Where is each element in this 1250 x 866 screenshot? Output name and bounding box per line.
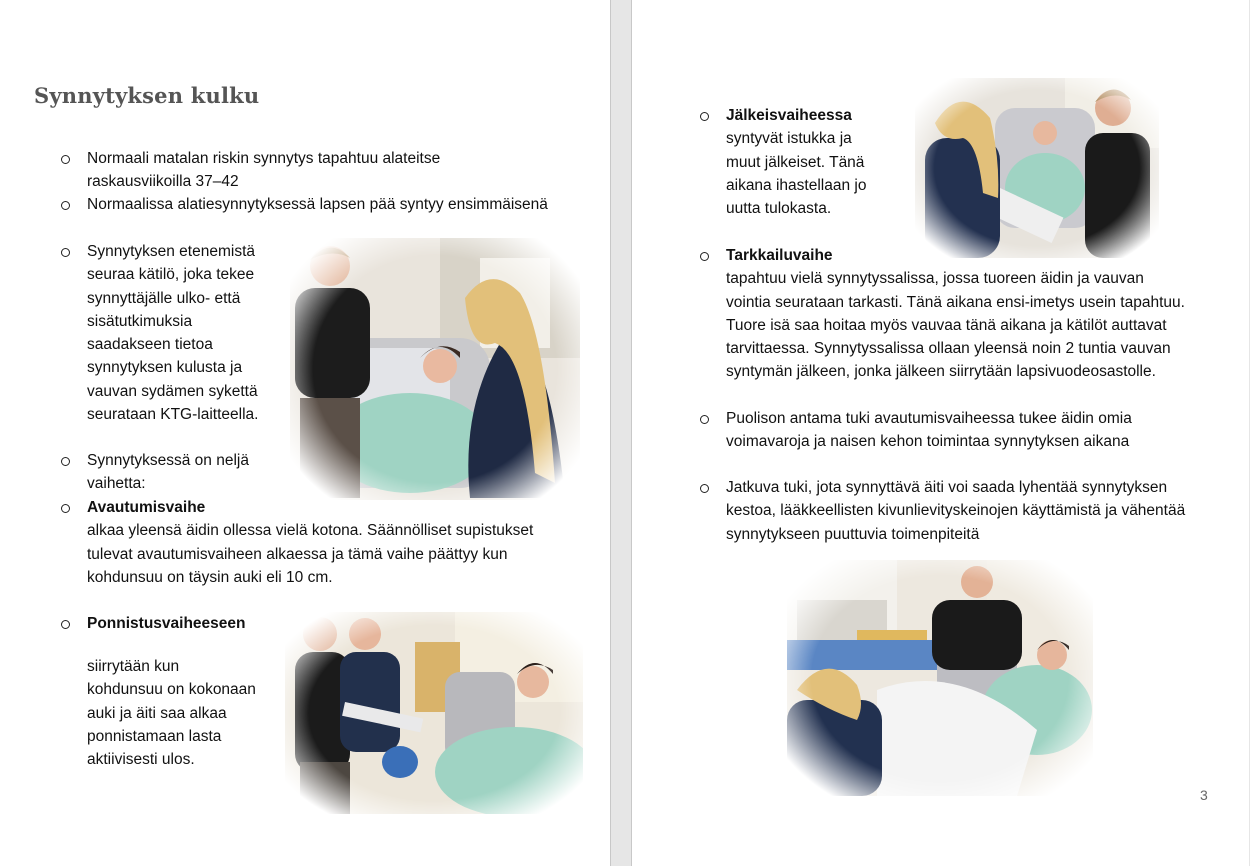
text-line: raskausviikoilla 37–42 [87, 173, 239, 191]
list-item [87, 496, 533, 589]
text-line: kohdunsuu on kokonaan [87, 681, 256, 699]
list-item [726, 244, 1185, 384]
text-line: muut jälkeiset. Tänä [726, 153, 865, 171]
text-line: vauvan sydämen sykettä [87, 382, 258, 400]
page-title: Synnytyksen kulku [34, 83, 260, 108]
text-line: voimavaroja ja naisen kehon toimintaa synnytyksen aikana [726, 433, 1130, 451]
text-line: vaihetta: [87, 475, 146, 493]
pushing-phase-photo [285, 612, 583, 814]
bullet-icon [61, 201, 70, 210]
list-item [87, 449, 249, 496]
text-line: aikana ihastellaan jo [726, 176, 867, 194]
text-line: auki ja äiti saa alkaa [87, 704, 227, 722]
text-line: syntyvät istukka ja [726, 130, 852, 148]
phase-title: Jälkeisvaiheessa [726, 107, 852, 124]
text-line: synnytykseen puuttuvia toimenpiteitä [726, 525, 980, 543]
text-line: seurataan KTG-laitteella. [87, 406, 259, 424]
text-line: tarvittaessa. Synnytyssalissa ollaan yleensä noin 2 tuntia vauvan [726, 340, 1171, 358]
text-line: alkaa yleensä äidin ollessa vielä kotona. Säännölliset supistukset [87, 522, 534, 540]
text-line: siirrytään kun [87, 658, 180, 675]
text-line: vointia seurataan tarkasti. Tänä aikana ensi-imetys usein tapahtuu. [726, 293, 1185, 311]
bullet-icon [61, 620, 70, 629]
list-item [87, 240, 258, 426]
phase-title: Tarkkailuvaihe [726, 247, 833, 264]
text-line: kestoa, lääkkeellisten kivunlievityskeinojen käyttämistä ja vähentää [726, 502, 1186, 520]
list-item [87, 147, 440, 194]
bullet-icon [61, 457, 70, 466]
text-line: Synnytyksen etenemistä [87, 243, 256, 260]
text-line: Puolison antama tuki avautumisvaiheessa tukee äidin omia [726, 410, 1132, 427]
list-item [726, 476, 1185, 546]
midwife-exam-photo [290, 238, 580, 500]
text-line: uutta tulokasta. [726, 200, 832, 218]
text-line: kohdunsuu on täysin auki eli 10 cm. [87, 568, 333, 586]
text-line: synnytyksen kulusta ja [87, 359, 243, 377]
text-line: sisätutkimuksia [87, 312, 193, 330]
afterbirth-phase-photo [915, 78, 1159, 258]
bullet-icon [700, 484, 709, 493]
bullet-icon [700, 112, 709, 121]
support-photo [787, 560, 1093, 796]
list-item [726, 104, 866, 220]
text-line: tulevat avautumisvaiheen alkaessa ja tämä vaihe päättyy kun [87, 545, 508, 563]
text-line: aktiivisesti ulos. [87, 751, 195, 769]
list-item [87, 612, 246, 635]
text-line: seuraa kätilö, joka tekee [87, 266, 255, 284]
bullet-icon [61, 155, 70, 164]
text-line: ponnistamaan lasta [87, 727, 222, 745]
text-line: Normaali matalan riskin synnytys tapahtuu alateitse [87, 150, 441, 167]
text-line: syntymän jälkeen, jonka jälkeen siirrytään lapsivuodeosastolle. [726, 363, 1156, 381]
text-line: Normaalissa alatiesynnytyksessä lapsen pää syntyy ensimmäisenä [87, 196, 548, 213]
text-line: Tuore isä saa hoitaa myös vauvaa tänä aikana ja kätilöt auttavat [726, 316, 1167, 334]
phase-title: Avautumisvaihe [87, 499, 206, 516]
text-line: synnyttäjälle ulko- että [87, 289, 241, 307]
phase-title: Ponnistusvaiheeseen [87, 615, 246, 632]
text-line: tapahtuu vielä synnytyssalissa, jossa tuoreen äidin ja vauvan [726, 270, 1144, 288]
text-line: Jatkuva tuki, jota synnyttävä äiti voi saada lyhentää synnytyksen [726, 479, 1168, 496]
right-page [631, 0, 1249, 866]
bullet-icon [61, 504, 70, 513]
list-item [726, 407, 1132, 454]
list-item-body [87, 655, 256, 771]
list-item [87, 193, 548, 216]
bullet-icon [61, 248, 70, 257]
left-page [0, 0, 611, 866]
text-line: Synnytyksessä on neljä [87, 452, 249, 469]
bullet-icon [700, 252, 709, 261]
text-line: saadakseen tietoa [87, 336, 213, 354]
page-number: 3 [1200, 787, 1208, 803]
bullet-icon [700, 415, 709, 424]
